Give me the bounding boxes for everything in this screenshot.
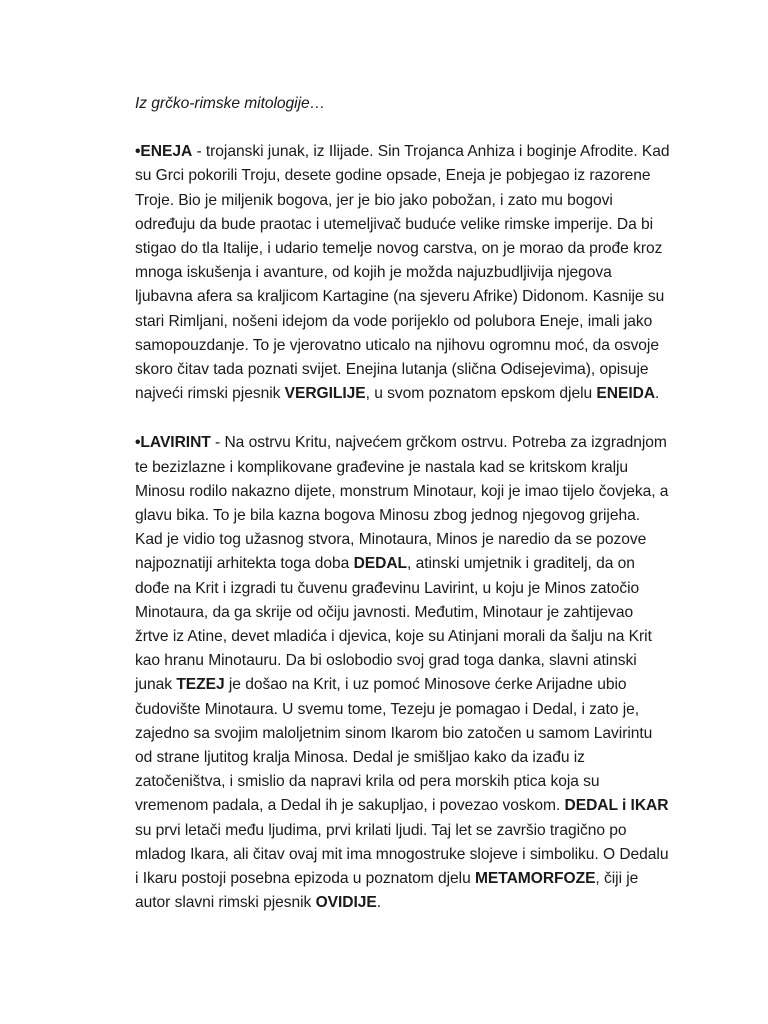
term-tezej: TEZEJ [176,676,225,694]
paragraph-lavirint [135,431,670,915]
term-dedal-i-ikar: DEDAL i IKAR [564,797,669,815]
intro-heading: Iz grčko-rimske mitologije… [135,95,326,112]
term-vergilije: VERGILIJE [284,385,366,403]
term-ovidije: OVIDIJE [315,894,377,912]
term-metamorfoze: METAMORFOZE [474,870,596,888]
paragraph-text: je došao na Krit, i uz pomoć Minosove ćerke Arijadne ubio čudovište Minotaura. U svemu tome, Tezeju je pomagao i Dedal, i zato je, zajedno sa svojim maloljetnim sinom Ikarom bio zatočen u samom Lavirintu od strane ljutitog kralja Minosa. Dedal je smišljao kako da izađu iz zatočeništva, i smislio da napravi krila od pera morskih ptica koja su vremenom padala, a Dedal ih je sakupljao, i povezao voskom. [135,676,653,815]
paragraph-text: - Na ostrvu Kritu, najvećem grčkom ostrvu. Potreba za izgradnjom te bezizlazne i komplikovane građevine je nastala kad se kritskom kralju Minosu rodilo nakazno dijete, monstrum Minotaur, koji je imao tijelo čovjeka, a glavu bika. To je bila kazna bogova Minosu zbog jednog njegovog grijeha. Kad je vidio tog užasnog stvora, Minotaura, Minos je naredio da se pozove najpoznatiji arhitekta toga doba [135,434,669,573]
paragraph-text: - trojanski junak, iz Ilijade. Sin Trojanca Anhiza i boginje Afrodite. Kad su Grci pokorili Troju, desete godine opsade, Eneja je pobjegao iz razorene Troje. Bio je miljenik bogova, jer je bio jako pobožan, i zato mu bogovi određuju da bude praotac i utemeljivač buduće velike rimske imperije. Da bi stigao do tla Italije, i udario temelje novog carstva, on je morao da prođe kroz mnoga iskušenja i avanture, od kojih je možda najuzbudljivija njegova ljubavna afera sa kraljicom Kartagine (na sjeveru Afrike) Didonom. Kasnije su stari Rimljani, nošeni idejom da vode porijeklo od polubога Eneje, imali jako samopouzdanje. To je vjerovatno uticalo na njihovu ogromnu moć, da osvoje skoro čitav tada poznati svijet. Enejina lutanja (slična Odisejevima), opisuje najveći rimski pjesnik [135,143,670,403]
term-dedal: DEDAL [353,555,408,573]
paragraph-text: . [376,894,382,912]
paragraph-text: , atinski umjetnik i graditelj, da on dođe na Krit i izgradi tu čuvenu građevinu Lavirint, u koju je Minos zatočio Minotaura, da ga skrije od očiju javnosti. Međutim, Minotaur je zahtijevao žrtve iz Atine, devet mladića i djevica, koje su Atinjani morali da šalju na Krit kao hranu Minotauru. Da bi oslobodio svoj grad toga danka, slavni atinski junak [135,555,652,694]
paragraph-text: . [655,385,660,403]
term-eneja: •ENEJA [135,143,193,161]
paragraph-text: , u svom poznatom epskom djelu [365,385,597,403]
paragraph-text: , čiji je autor slavni rimski pjesnik [135,870,639,912]
paragraph-text: su prvi letači među ljudima, prvi krilati ljudi. Taj let se završio tragično po mladog Ikara, ali čitav ovaj mit ima mnogostruke slojeve i simboliku. O Dedalu i Ikaru postoji posebna epizoda u poznatom djelu [135,821,669,888]
paragraph-eneja [135,140,670,406]
term-lavirint: •LAVIRINT [135,434,211,452]
term-eneida: ENEIDA [596,385,656,403]
document-body [135,92,670,941]
